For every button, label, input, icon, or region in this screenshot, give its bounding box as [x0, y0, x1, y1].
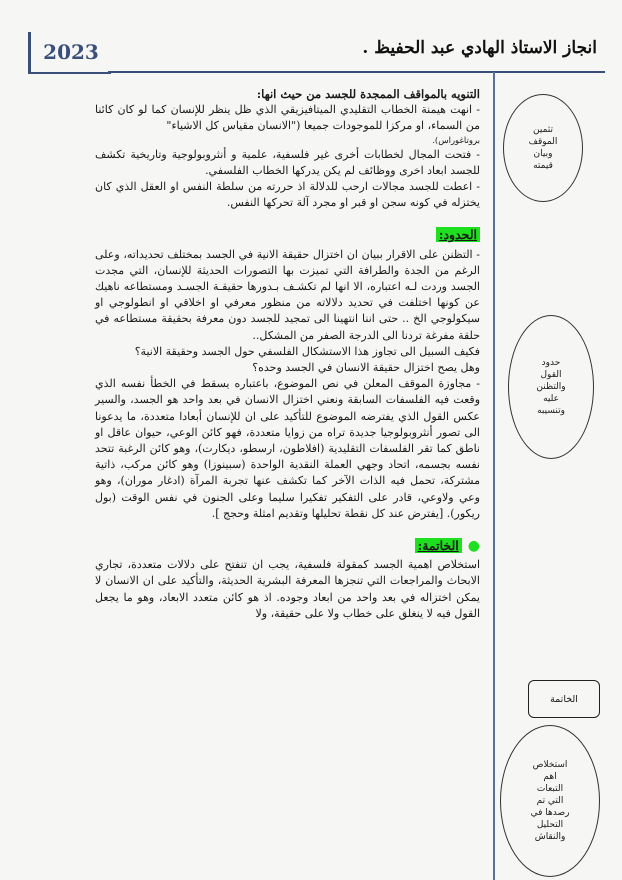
note-line: وتنسيبه — [537, 406, 565, 416]
note-line: حدود — [541, 358, 561, 368]
note-line: القول — [540, 370, 562, 380]
limits-heading — [95, 227, 480, 243]
year-label: 2023 — [28, 32, 111, 74]
note-line: التي تم — [536, 796, 564, 806]
limits-title: الحدود: — [436, 227, 480, 242]
note-line: عليه — [543, 394, 559, 404]
note-line: وبيان — [533, 149, 553, 159]
intro-paragraph: - انهت هيمنة الخطاب التقليدي الميتافيزيقي الذي ظل ينظر للإنسان كما لو كان كائنا من السماء، او مركزا للموجودات جميعا ("الانسان مقياس كل الاشياء" — [95, 103, 480, 133]
main-text — [95, 86, 480, 622]
note-line: والتظنن — [536, 382, 566, 392]
header-divider — [108, 71, 605, 73]
note-line: التبعات — [536, 784, 564, 794]
margin-note-conclusion: الخاتمة — [528, 680, 600, 718]
note-line: اهم — [543, 772, 557, 782]
margin-note-consequences — [500, 725, 600, 877]
note-line: تثمين — [533, 125, 553, 135]
margin-divider — [493, 72, 495, 880]
limits-paragraph: - التظنن على الاقرار ببيان ان اختزال حقيقة الانية في الجسد بمختلف تحديداته، وعلى الرغم من الجدة والطرافة التي تميزت بها التصورات الحديثة للإنسان، التي مجدت الجسد وردت لـه اعتباره، الا انها لم تكشـف بـدورها حقيقـة الجسـد ومستطاعه ناهيك عن كونها اختلفت في تحديد دلالاته من منظور معرفي او اخلاقي او انطولوجي او سيكولوجي الخ .. حتى اننا انتهينا الى تمجيد للجسد دون معرفة بحقيقة مستطاعه في حلقة مفرغة تردنا الى الدرجة الصفر من المشكل.. — [95, 247, 480, 342]
conclusion-paragraph: استخلاص اهمية الجسد كمقولة فلسفية، يجب ان تنفتح على دلالات متعددة، تجاري الابحاث والمراجعات التي تنجزها المعرفة البشرية الحديثة، والتأكيد على ان الانسان لا يمكن اختزاله في بعد واحد من ابعاد وجوده. اذ هو كائن متعدد الابعاد، وهو ما يجعل القول فيه لا ينغلق على خطاب ولا على حقيقة، ولا — [95, 558, 480, 620]
intro-paragraph: - اعطت للجسد مجالات ارحب للدلالة اذ حررته من سلطة النفس او العقل الذي كان يختزله في كونه سجن او قبر او مجرد آلة تحركها النفس. — [95, 180, 480, 210]
bullet-icon: ● — [467, 538, 480, 555]
conclusion-heading — [95, 538, 480, 554]
limits-question: وهل يصح اختزال حقيقة الانسان في الجسد وحده؟ — [252, 361, 480, 375]
conclusion-title: الخاتمة: — [415, 538, 462, 553]
note-line: التحليل — [536, 820, 564, 830]
note-line: رصدها في — [530, 808, 570, 818]
limits-question: فكيف السبيل الى تجاوز هذا الاستشكال الفلسفي حول الجسد وحقيقة الانية؟ — [134, 344, 480, 358]
limits-paragraph: - مجاوزة الموقف المعلن في نص الموضوع، باعتباره يسقط في الخطأ نفسه الذي وقعت فيه الفلسفات السابقة ونعني اختزال الانسان في بعد واحد هو الجسد، والسير عكس القول الذي يفترضه الموضوع للتأكيد على ان للإنسان أبعادا متعددة، ما يدعونا الى تصور أنثروبولوجيا جديدة تراه من زوايا متعددة، فهو كائن الوعي، حيوان عاقل او ناطق كما تقر الفلسفات التقليدية (افلاطون، ارسطو، ديكارت)، وهو كائن الرغبة تتحد نفسه بجسمه، اتحاد وجهي العملة النقدية الواحدة (سبينوزا) وهو كائن مركب، ذاتية مشتركة، تحمل فيه الذات الآخر كما تكشف عنها تجربة المرآة (ادغار موران)، وهو وعي ولاوعي، قادر على التفكير تفكيرا سليما وعلى الجنون في نفس الوقت (بول ريكور). [يفترض عند كل نقطة تحليلها وتقديم امثلة وحجج ]. — [95, 377, 480, 520]
intro-paragraph: - فتحت المجال لخطابات أخرى غير فلسفية، علمية و أنثروبولوجية وتاريخية تكشف للجسد ابعاد اخرى ووظائف لم يكن يدركها الخطاب الفلسفي. — [95, 147, 480, 177]
note-line: قيمته — [533, 161, 553, 171]
page-header — [20, 32, 605, 72]
margin-note-appraisal — [503, 94, 583, 202]
intro-citation: بروتاغوراس). — [432, 135, 480, 146]
note-line: والنقاش — [534, 832, 566, 842]
note-line: استخلاص — [532, 760, 568, 770]
note-line: الموقف — [528, 137, 558, 147]
intro-heading: التنويه بالمواقف الممجدة للجسد من حيث انها: — [256, 87, 480, 101]
margin-note-limits — [508, 315, 594, 459]
page-title: انجاز الاستاذ الهادي عبد الحفيظ . — [362, 38, 597, 58]
